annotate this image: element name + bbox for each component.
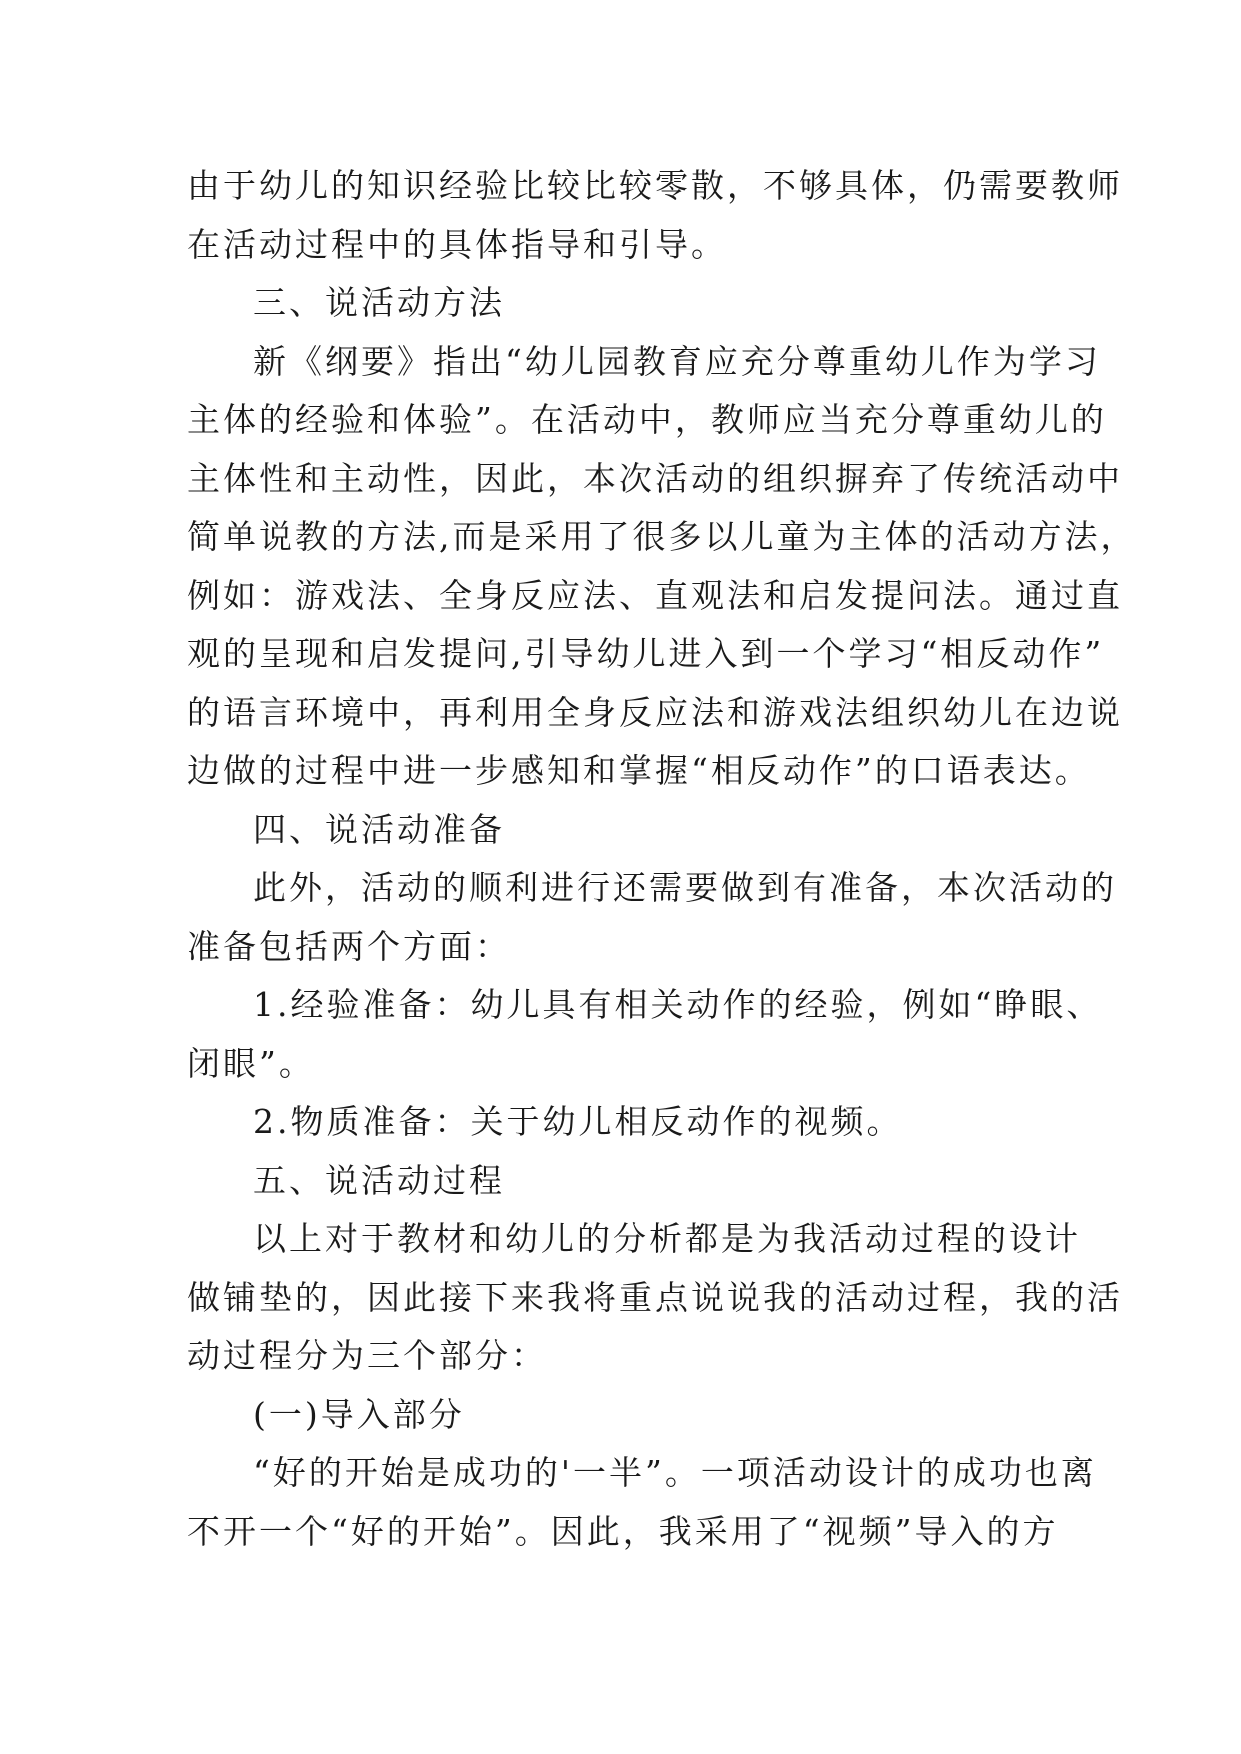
text-line: “好的开始是成功的'一半”。一项活动设计的成功也离 xyxy=(253,1453,1097,1492)
text-line: 在活动过程中的具体指导和引导。 xyxy=(187,224,727,264)
text-line: 闭眼”。 xyxy=(187,1043,315,1083)
text-line: 以上对于教材和幼儿的分析都是为我活动过程的设计 xyxy=(253,1219,1081,1258)
text-line: 由于幼儿的知识经验比较比较零散，不够具体，仍需要教师 xyxy=(187,166,1123,205)
text-line: 动过程分为三个部分： xyxy=(187,1336,547,1375)
list-item: 1.经验准备：幼儿具有相关动作的经验，例如“睁眼、 xyxy=(253,985,1103,1024)
text-line: 不开一个“好的开始”。因此，我采用了“视频”导入的方 xyxy=(187,1511,1059,1551)
list-item: 2.物质准备：关于幼儿相反动作的视频。 xyxy=(253,1102,903,1141)
text-line: 观的呈现和启发提问,引导幼儿进入到一个学习“相反动作” xyxy=(187,634,1105,673)
document-body xyxy=(187,157,1137,1561)
text-line: 做铺垫的，因此接下来我将重点说说我的活动过程，我的活 xyxy=(187,1277,1123,1317)
text-line: 主体的经验和体验”。在活动中，教师应当充分尊重幼儿的 xyxy=(187,400,1107,439)
subsection-heading: (一)导入部分 xyxy=(253,1394,465,1434)
section-heading: 三、说活动方法 xyxy=(253,283,505,322)
text-line: 简单说教的方法,而是采用了很多以儿童为主体的活动方法， xyxy=(187,517,1137,556)
text-line: 此外，活动的顺利进行还需要做到有准备，本次活动的 xyxy=(253,868,1117,907)
text-line: 新《纲要》指出“幼儿园教育应充分尊重幼儿作为学习 xyxy=(253,341,1101,381)
text-line: 边做的过程中进一步感知和掌握“相反动作”的口语表达。 xyxy=(187,751,1091,790)
text-line: 的语言环境中，再利用全身反应法和游戏法组织幼儿在边说 xyxy=(187,692,1123,732)
section-heading: 四、说活动准备 xyxy=(253,809,505,849)
section-heading: 五、说活动过程 xyxy=(253,1160,505,1200)
text-line: 主体性和主动性，因此，本次活动的组织摒弃了传统活动中 xyxy=(187,458,1123,498)
text-line: 准备包括两个方面： xyxy=(187,926,511,966)
text-line: 例如：游戏法、全身反应法、直观法和启发提问法。通过直 xyxy=(187,575,1123,615)
